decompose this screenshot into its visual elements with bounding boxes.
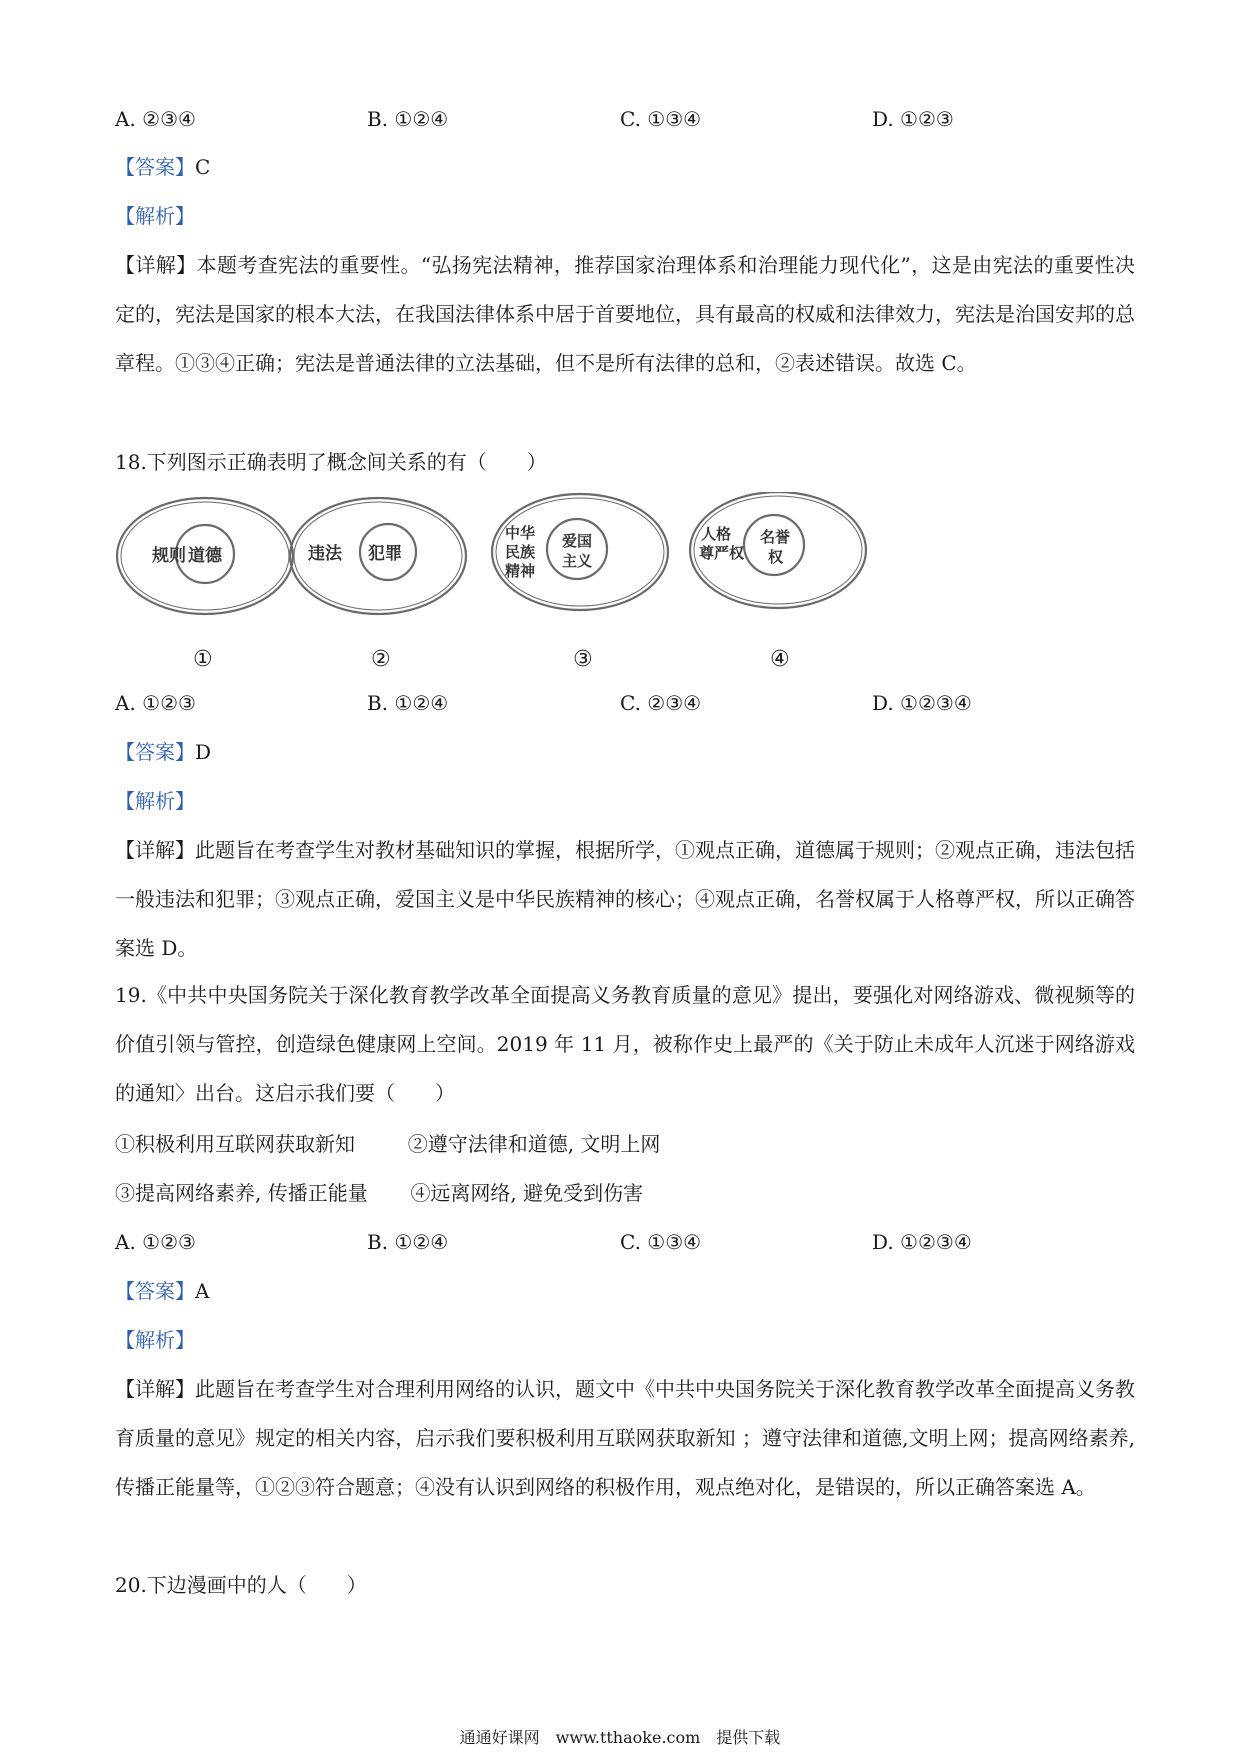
q17-option-a: A. ②③④ [115,107,196,131]
q18-detail-text: 此题旨在考查学生对教材基础知识的掌握，根据所学，①观点正确，道德属于规则；②观点正确，违法包括一般违法和犯罪；③观点正确，爱国主义是中华民族精神的核心；④观点正确，名誉权属于人格尊严权，所以正确答案选 D。 [115,838,1135,960]
q20-stem: 20.下边漫画中的人（ ） [115,1573,367,1597]
q18-option-a: A. ①②③ [115,691,196,715]
diagram-2-number: ② [371,647,391,672]
q19-answer-value: A [195,1279,210,1303]
q18-answer [115,738,211,766]
q19-detail [115,1365,1135,1512]
diagram-1-number: ① [193,647,213,672]
q19-detail-label: 【详解】 [115,1377,195,1401]
q19-detail-text: 此题旨在考查学生对合理利用网络的认识，题文中《中共中央国务院关于深化教育教学改革全面提高义务教育质量的意见》规定的相关内容，启示我们要积极利用互联网获取新知 ；遵守法律和道德,文明上网；提高网络素养,传播正能量等，①②③符合题意；④没有认识到网络的积极作用，观点绝对化，是错误的，所以正确答案选 A。 [115,1377,1135,1499]
diagram-1-inner-label: 道德 [188,546,222,566]
q19-item-2: ②遵守法律和道德, 文明上网 [407,1132,661,1156]
q17-analysis-label: 【解析】 [115,204,195,228]
q19-option-b: B. ①②④ [367,1230,449,1254]
q18-analysis-label: 【解析】 [115,789,195,813]
q19-answer [115,1277,209,1305]
diagram-2-inner-label: 犯罪 [368,544,402,564]
diagram-4-outer-label-2: 尊严权 [699,544,745,562]
q18-option-d: D. ①②③④ [872,691,972,715]
diagram-3-inner-label-2: 主义 [562,552,593,570]
q19-answer-label: 【答案】 [115,1279,195,1303]
diagram-1-outer-label: 规则 [152,546,186,566]
q17-option-c: C. ①③④ [620,107,702,131]
q19-item-1: ①积极利用互联网获取新知 [115,1132,355,1156]
q19-items-line-2 [115,1179,643,1207]
q19-item-4: ④远离网络, 避免受到伤害 [410,1181,644,1205]
q18-answer-label: 【答案】 [115,740,195,764]
diagram-3-inner-label-1: 爱国 [562,532,593,550]
diagram-3-outer-label-3: 精神 [505,562,536,580]
diagram-2-outer-label: 违法 [308,544,342,564]
q18-stem: 18.下列图示正确表明了概念间关系的有（ ） [115,450,547,474]
q18-diagram-figure [115,492,875,682]
q19-option-c: C. ①③④ [620,1230,702,1254]
q19-stem: 19.《中共中央国务院关于深化教育教学改革全面提高义务教育质量的意见》提出，要强化对网络游戏、微视频等的价值引领与管控，创造绿色健康网上空间。2019 年 11 月，被称作史上最严的《关于防止未成年人沉迷于网络游戏的通知〉出台。这启示我们要（ ） [115,983,1135,1105]
q17-answer [115,153,210,181]
q18-option-c: C. ②③④ [620,691,702,715]
diagram-3-number: ③ [573,647,593,672]
q17-option-b: B. ①②④ [367,107,449,131]
diagram-3-outer-label-2: 民族 [505,543,536,561]
diagram-4-inner-label-1: 名誉 [760,528,791,546]
q19-analysis-label: 【解析】 [115,1328,195,1352]
diagram-3-outer-label-1: 中华 [505,524,536,542]
q17-detail-text: 本题考查宪法的重要性。“弘扬宪法精神，推荐国家治理体系和治理能力现代化”，这是由宪法的重要性决定的，宪法是国家的根本大法，在我国法律体系中居于首要地位，具有最高的权威和法律效力，宪法是治国安邦的总章程。①③④正确；宪法是普通法律的立法基础，但不是所有法律的总和，②表述错误。故选 C。 [115,253,1136,375]
q17-detail-label: 【详解】 [115,253,197,277]
q19-option-a: A. ①②③ [115,1230,196,1254]
q19-options [115,1228,1135,1258]
q17-answer-value: C [195,155,211,179]
q18-detail-label: 【详解】 [115,838,195,862]
q19-item-3: ③提高网络素养, 传播正能量 [115,1181,368,1205]
q17-detail [115,241,1135,388]
q18-answer-value: D [195,740,212,764]
q17-options [115,105,1135,135]
diagram-4-outer-label-1: 人格 [701,525,732,543]
page-footer: 通通好课网 www.tthaoke.com 提供下载 [459,1728,781,1747]
q19-option-d: D. ①②③④ [872,1230,972,1254]
q19-items-line-1 [115,1130,660,1158]
q17-option-d: D. ①②③ [872,107,954,131]
diagram-4-inner-label-2: 权 [768,548,784,566]
diagram-4-number: ④ [770,647,790,672]
q17-answer-label: 【答案】 [115,155,195,179]
q18-detail [115,826,1135,973]
q18-options [115,689,1135,719]
q18-option-b: B. ①②④ [367,691,449,715]
